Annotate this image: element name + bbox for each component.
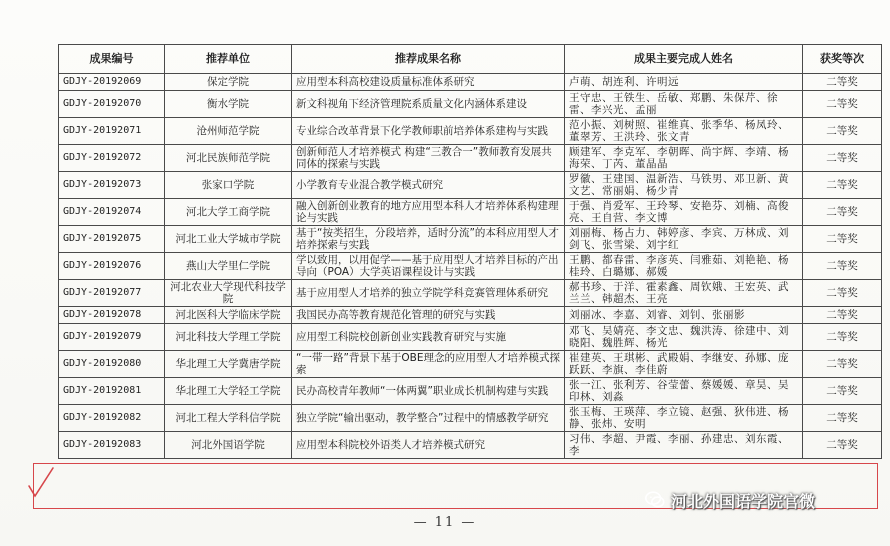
cell-code: GDJY-20192079 <box>59 324 165 351</box>
cell-unit: 河北农业大学现代科技学院 <box>165 280 292 307</box>
cell-members: 崔建英、王琪彬、武殿娟、李继安、孙娜、庞跃跃、李旗、李佳蔚 <box>565 351 803 378</box>
cell-code: GDJY-20192082 <box>59 405 165 432</box>
header-unit: 推荐单位 <box>165 45 292 74</box>
table-row <box>59 351 882 378</box>
cell-name: 民办高校青年教师“一体两翼”职业成长机制构建与实践 <box>292 378 565 405</box>
cell-name: 基于“按类招生，分段培养，适时分流”的本科应用型人才培养探索与实践 <box>292 226 565 253</box>
header-name: 推荐成果名称 <box>292 45 565 74</box>
cell-members: 王守忠、王铁生、岳敏、郑鹏、朱保芹、徐雷、李兴光、孟丽 <box>565 91 803 118</box>
cell-name: 应用型本科院校外语类人才培养模式研究 <box>292 432 565 459</box>
cell-level: 二等奖 <box>803 91 882 118</box>
cell-code: GDJY-20192069 <box>59 74 165 91</box>
cell-unit: 河北科技大学理工学院 <box>165 324 292 351</box>
table-row <box>59 91 882 118</box>
header-code: 成果编号 <box>59 45 165 74</box>
cell-code: GDJY-20192071 <box>59 118 165 145</box>
cell-level: 二等奖 <box>803 145 882 172</box>
cell-unit: 张家口学院 <box>165 172 292 199</box>
cell-unit: 华北理工大学轻工学院 <box>165 378 292 405</box>
table-row <box>59 118 882 145</box>
cell-unit: 河北民族师范学院 <box>165 145 292 172</box>
table-row <box>59 253 882 280</box>
cell-name: 我国民办高等教育规范化管理的研究与实践 <box>292 307 565 324</box>
cell-members: 刘丽梅、杨占力、韩婷彦、李宾、万林成、刘剑飞、张雪梁、刘宇红 <box>565 226 803 253</box>
cell-members: 王鹏、都春雷、李彦英、闫雅茹、刘艳艳、杨桂玲、白璐娜、郝媛 <box>565 253 803 280</box>
cell-name: 新文科视角下经济管理院系质量文化内涵体系建设 <box>292 91 565 118</box>
checkmark-icon <box>26 466 56 500</box>
cell-level: 二等奖 <box>803 351 882 378</box>
table-row <box>59 199 882 226</box>
cell-unit: 华北理工大学冀唐学院 <box>165 351 292 378</box>
cell-unit: 河北工业大学城市学院 <box>165 226 292 253</box>
table-row <box>59 405 882 432</box>
header-level: 获奖等次 <box>803 45 882 74</box>
page-number: — 11 — <box>413 515 477 530</box>
cell-name: 学以致用，以用促学——基于应用型人才培养目标的产出导向（POA）大学英语课程设计与实践 <box>292 253 565 280</box>
table-row-highlighted <box>59 432 882 459</box>
cell-code: GDJY-20192070 <box>59 91 165 118</box>
cell-name: 融入创新创业教育的地方应用型本科人才培养体系构建理论与实践 <box>292 199 565 226</box>
table-row <box>59 226 882 253</box>
cell-code: GDJY-20192072 <box>59 145 165 172</box>
cell-unit: 河北医科大学临床学院 <box>165 307 292 324</box>
cell-level: 二等奖 <box>803 172 882 199</box>
table-row <box>59 378 882 405</box>
watermark <box>644 489 815 511</box>
header-members: 成果主要完成人姓名 <box>565 45 803 74</box>
cell-code: GDJY-20192073 <box>59 172 165 199</box>
cell-name: 基于应用型人才培养的独立学院学科竞赛管理体系研究 <box>292 280 565 307</box>
cell-members: 于强、肖爱军、王玲琴、安艳芬、刘楠、高俊亮、王自营、李文博 <box>565 199 803 226</box>
wechat-icon <box>644 489 666 511</box>
cell-name: 独立学院“输出驱动，教学整合”过程中的情感教学研究 <box>292 405 565 432</box>
cell-code: GDJY-20192081 <box>59 378 165 405</box>
table-row <box>59 172 882 199</box>
cell-unit: 河北工程大学科信学院 <box>165 405 292 432</box>
cell-code: GDJY-20192080 <box>59 351 165 378</box>
cell-members: 邓飞、吴婧亮、李文忠、魏洪涛、徐建中、刘晓阳、魏胜辉、杨光 <box>565 324 803 351</box>
cell-members: 习伟、李超、尹霞、李丽、孙建忠、刘东霞、李 <box>565 432 803 459</box>
cell-code: GDJY-20192078 <box>59 307 165 324</box>
cell-name: 专业综合改革背景下化学教师职前培养体系建构与实践 <box>292 118 565 145</box>
cell-code: GDJY-20192074 <box>59 199 165 226</box>
cell-unit: 衡水学院 <box>165 91 292 118</box>
cell-code: GDJY-20192076 <box>59 253 165 280</box>
table-row <box>59 145 882 172</box>
cell-code: GDJY-20192083 <box>59 432 165 459</box>
cell-name: 创新师范人才培养模式 构建“三教合一”教师教育发展共同体的探索与实践 <box>292 145 565 172</box>
cell-members: 张玉梅、王瑛萍、李立镜、赵强、狄伟进、杨静、张炜、安明 <box>565 405 803 432</box>
cell-members: 郝书珍、于洋、霍素鑫、周钦娥、王宏英、武兰兰、韩超杰、王亮 <box>565 280 803 307</box>
cell-level: 二等奖 <box>803 280 882 307</box>
cell-code: GDJY-20192075 <box>59 226 165 253</box>
cell-members: 范小振、刘树照、崔维真、张季华、杨凤玲、董翠芳、王洪玲、张文青 <box>565 118 803 145</box>
cell-name: “一带一路”背景下基于OBE理念的应用型人才培养模式探索 <box>292 351 565 378</box>
table-row <box>59 324 882 351</box>
cell-level: 二等奖 <box>803 307 882 324</box>
cell-members: 刘丽冰、李嘉、刘睿、刘钊、张丽影 <box>565 307 803 324</box>
cell-level: 二等奖 <box>803 432 882 459</box>
cell-level: 二等奖 <box>803 74 882 91</box>
awards-table <box>58 44 882 459</box>
cell-level: 二等奖 <box>803 378 882 405</box>
watermark-text: 河北外国语学院官微 <box>671 491 816 511</box>
table-row <box>59 74 882 91</box>
cell-level: 二等奖 <box>803 226 882 253</box>
cell-members: 顾建军、李克军、李朝晖、尚宇辉、李靖、杨海荣、丁芮、董晶晶 <box>565 145 803 172</box>
cell-level: 二等奖 <box>803 405 882 432</box>
cell-level: 二等奖 <box>803 199 882 226</box>
cell-level: 二等奖 <box>803 118 882 145</box>
cell-unit: 河北外国语学院 <box>165 432 292 459</box>
cell-unit: 河北大学工商学院 <box>165 199 292 226</box>
cell-unit: 保定学院 <box>165 74 292 91</box>
cell-unit: 沧州师范学院 <box>165 118 292 145</box>
cell-name: 小学教育专业混合教学模式研究 <box>292 172 565 199</box>
table-header-row <box>59 45 882 74</box>
cell-name: 应用型本科高校建设质量标准体系研究 <box>292 74 565 91</box>
cell-code: GDJY-20192077 <box>59 280 165 307</box>
cell-unit: 燕山大学里仁学院 <box>165 253 292 280</box>
cell-members: 张一江、张利芳、谷莹蕾、蔡媛媛、章昊、吴印林、刘淼 <box>565 378 803 405</box>
cell-level: 二等奖 <box>803 253 882 280</box>
table-row <box>59 307 882 324</box>
cell-members: 卢萌、胡连利、许明远 <box>565 74 803 91</box>
cell-members: 罗徽、王建国、温新浩、马铁男、邓卫新、黄文艺、常丽娟、杨少青 <box>565 172 803 199</box>
table-row <box>59 280 882 307</box>
cell-level: 二等奖 <box>803 324 882 351</box>
cell-name: 应用型工科院校创新创业实践教育研究与实施 <box>292 324 565 351</box>
